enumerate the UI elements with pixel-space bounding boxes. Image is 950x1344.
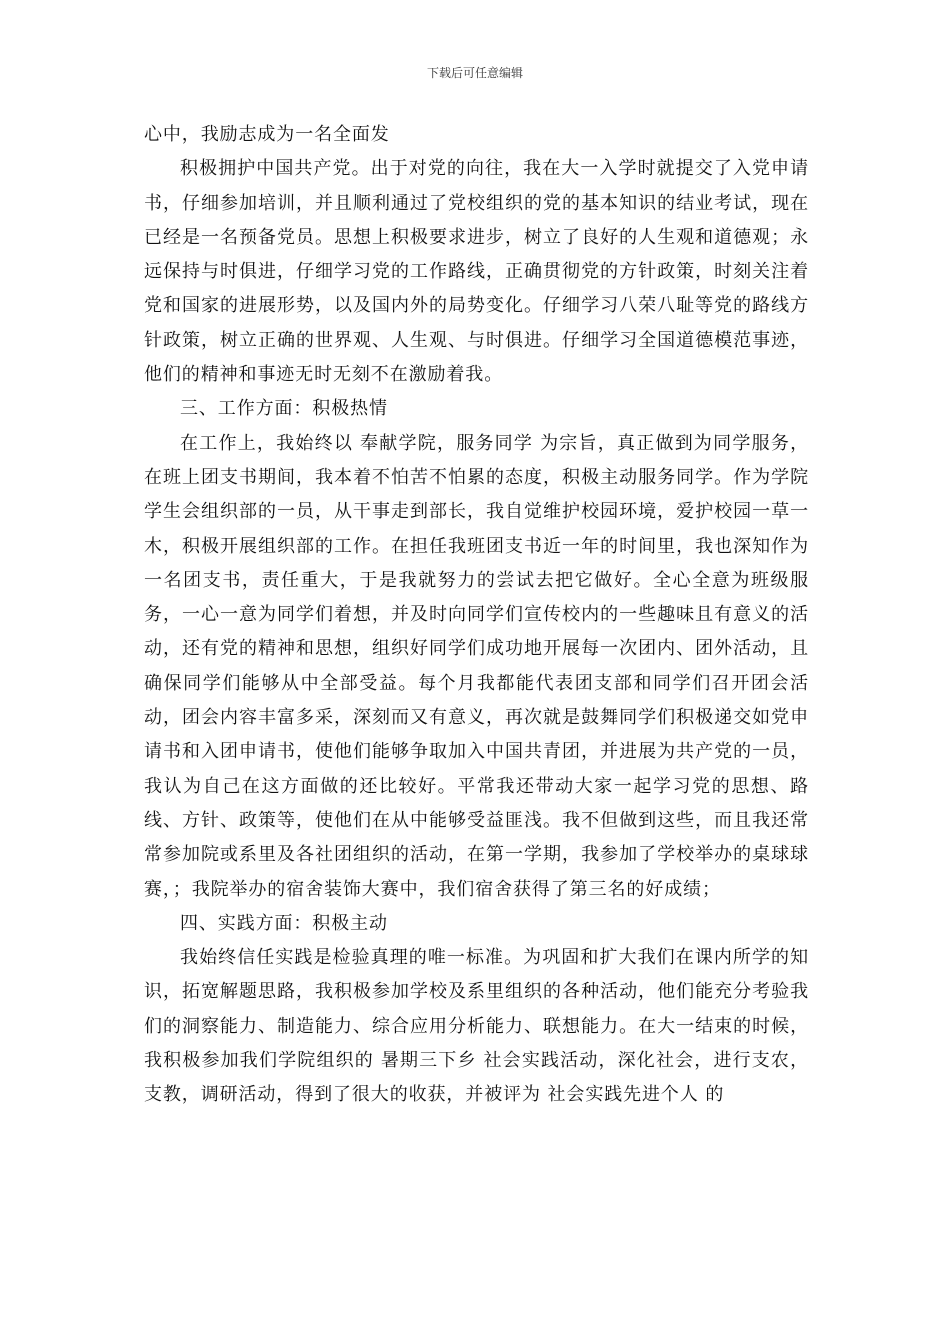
paragraph-intro-fragment: 心中，我励志成为一名全面发 (144, 124, 390, 145)
document-body (144, 118, 809, 1113)
page-header-note: 下载后可任意编辑 (426, 66, 523, 80)
section-heading-work: 三、工作方面：积极热情 (180, 398, 388, 420)
paragraph-work: 在工作上，我始终以 奉献学院，服务同学 为宗旨，真正做到为同学服务，在班上团支书期间，我本着不怕苦不怕累的态度，积极主动服务同学。作为学院学生会组织部的一员，从干事走到部长，我自觉维护校园环境，爱护校园一草一木，积极开展组织部的工作。在担任我班团支书近一年的时间里，我也深知作为一名团支书，责任重大，于是我就努力的尝试去把它做好。全心全意为班级服务，一心一意为同学们着想，并及时向同学们宣传校内的一些趣味且有意义的活动，还有党的精神和思想，组织好同学们成功地开展每一次团内、团外活动，且确保同学们能够从中全部受益。每个月我都能代表团支部和同学们召开团会活动，团会内容丰富多采，深刻而又有意义，再次就是鼓舞同学们积极递交如党申请书和入团申请书，使他们能够争取加入中国共青团，并进展为共产党的一员，我认为自己在这方面做的还比较好。平常我还带动大家一起学习党的思想、路线、方针、政策等，使他们在从中能够受益匪浅。我不但做到这些，而且我还常常参加院或系里及各社团组织的活动，在第一学期，我参加了学校举办的桌球球赛，；我院举办的宿舍装饰大赛中，我们宿舍获得了第三名的好成绩； (144, 432, 809, 900)
section-heading-practice: 四、实践方面：积极主动 (180, 912, 388, 934)
paragraph-practice: 我始终信任实践是检验真理的唯一标准。为巩固和扩大我们在课内所学的知识，拓宽解题思路，我积极参加学校及系里组织的各种活动，他们能充分考验我们的洞察能力、制造能力、综合应用分析能力、联想能力。在大一结束的时候，我积极参加我们学院组织的 暑期三下乡 社会实践活动，深化社会，进行支农，支教，调研活动，得到了很大的收获，并被评为 社会实践先进个人 的 (144, 947, 809, 1106)
paragraph-political: 积极拥护中国共产党。出于对党的向往，我在大一入学时就提交了入党申请书，仔细参加培训，并且顺利通过了党校组织的党的基本知识的结业考试，现在已经是一名预备党员。思想上积极要求进步，树立了良好的人生观和道德观；永远保持与时俱进，仔细学习党的工作路线，正确贯彻党的方针政策，时刻关注着党和国家的进展形势，以及国内外的局势变化。仔细学习八荣八耻等党的路线方针政策，树立正确的世界观、人生观、与时俱进。仔细学习全国道德模范事迹，他们的精神和事迹无时无刻不在激励着我。 (144, 158, 809, 386)
